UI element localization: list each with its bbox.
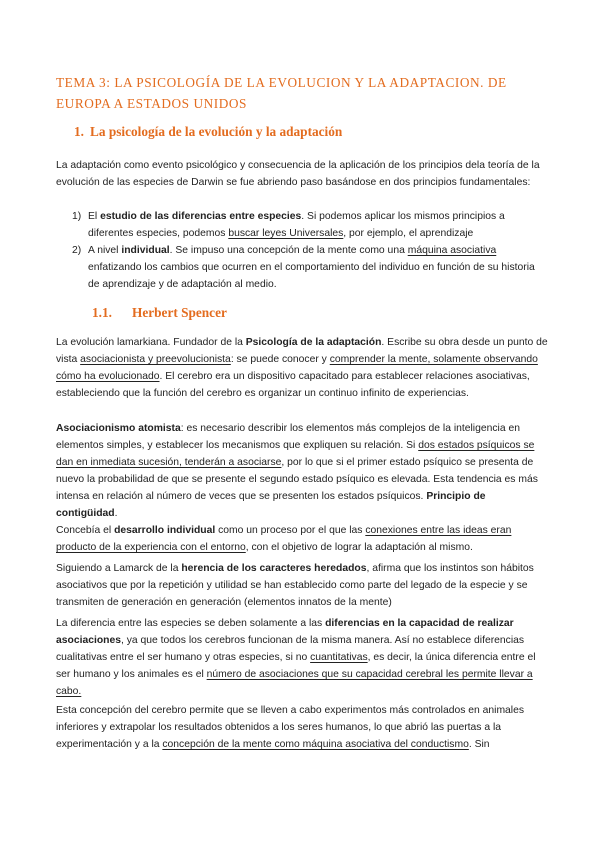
paragraph-atomism: Asociacionismo atomista: es necesario describir los elementos más complejos de la inteligencia en elementos simples, y establecer los mecanismos que expliquen su relación. Si dos estados psíquicos se dan en inmediata sucesión, tenderán a asociarse, por lo que si el primer estado psíquico se presenta de nuevo la probabilidad de que se presente el segundo estado psíquico es elevada. Esta tendencia es más intensa en relación al número de veces que se presenten los estados psíquicos. Principio de contigüidad. bbox=[56, 423, 538, 519]
underlined-term: buscar leyes Universales bbox=[228, 228, 344, 239]
bold-term: estudio de las diferencias entre especies bbox=[100, 211, 302, 222]
list-marker: 2) bbox=[72, 245, 82, 256]
bold-term: individual bbox=[121, 245, 170, 256]
section-heading-1 bbox=[74, 124, 342, 140]
section-number: 1.1. bbox=[92, 305, 112, 320]
paragraph-individual: Concebía el desarrollo individual como un proceso por el que las conexiones entre las ideas eran producto de la experiencia con el entorno, con el objetivo de lograr la adaptación al mismo. bbox=[56, 525, 512, 553]
page-title: TEMA 3: LA PSICOLOGÍA DE LA EVOLUCION Y LA ADAPTACION. DE EUROPA A ESTADOS UNIDOS bbox=[56, 75, 507, 111]
paragraph-experimentation: Esta concepción del cerebro permite que se lleven a cabo experimentos más controlados en animales inferiores y extrapolar los resultados obtenidos a los seres humanos, lo que abrió las puertas a la experimentación y a la concepción de la mente como máquina asociativa del conductismo. Sin bbox=[56, 705, 525, 750]
paragraph-evolution: La evolución lamarkiana. Fundador de la Psicología de la adaptación. Escribe su obra desde un punto de vista asociacionista y preevolucionista: se puede conocer y comprender la mente, solamente observando cómo ha evolucionado. El cerebro era un dispositivo capacitado para establecer relaciones asociativas, estableciendo que la función del cerebro es organizar un continuo infinito de experiencias. bbox=[56, 337, 548, 399]
principles-list bbox=[72, 208, 548, 293]
section-label: La psicología de la evolución y la adaptación bbox=[90, 124, 343, 139]
paragraph-lamarck: Siguiendo a Lamarck de la herencia de los caracteres heredados, afirma que los instintos son hábitos asociativos que por la repetición y utilidad se han establecido como parte del legado de la especie y se transmiten de generación en generación (elementos innatos de la mente) bbox=[56, 563, 534, 608]
list-item: 1) El estudio de las diferencias entre especies. Si podemos aplicar los mismos principios a diferentes especies, podemos buscar leyes Universales, por ejemplo, el aprendizaje bbox=[72, 208, 548, 242]
paragraph-differences: La diferencia entre las especies se deben solamente a las diferencias en la capacidad de realizar asociaciones, ya que todos los cerebros funcionan de la misma manera. Así no establece diferencias cualitativas entre el ser humano y otras especies, si no cuantitativas, es decir, la única diferencia entre el ser humano y los animales es el número de asociaciones que su capacidad cerebral les permite llevar a cabo. bbox=[56, 618, 536, 697]
underlined-term: máquina asociativa bbox=[407, 245, 497, 256]
list-item: 2) A nivel individual. Se impuso una concepción de la mente como una máquina asociativa enfatizando los cambios que ocurren en el comportamiento del individuo en función de su historia de aprendizaje y de adaptación al medio. bbox=[72, 242, 548, 293]
list-marker: 1) bbox=[72, 211, 82, 222]
section-number: 1. bbox=[74, 124, 84, 139]
section-label: Herbert Spencer bbox=[132, 305, 227, 320]
section-heading-1-1 bbox=[92, 305, 227, 321]
intro-paragraph: La adaptación como evento psicológico y consecuencia de la aplicación de los principios dela teoría de la evolución de las especies de Darwin se fue abriendo paso basándose en dos principios fundamentales: bbox=[56, 160, 540, 188]
